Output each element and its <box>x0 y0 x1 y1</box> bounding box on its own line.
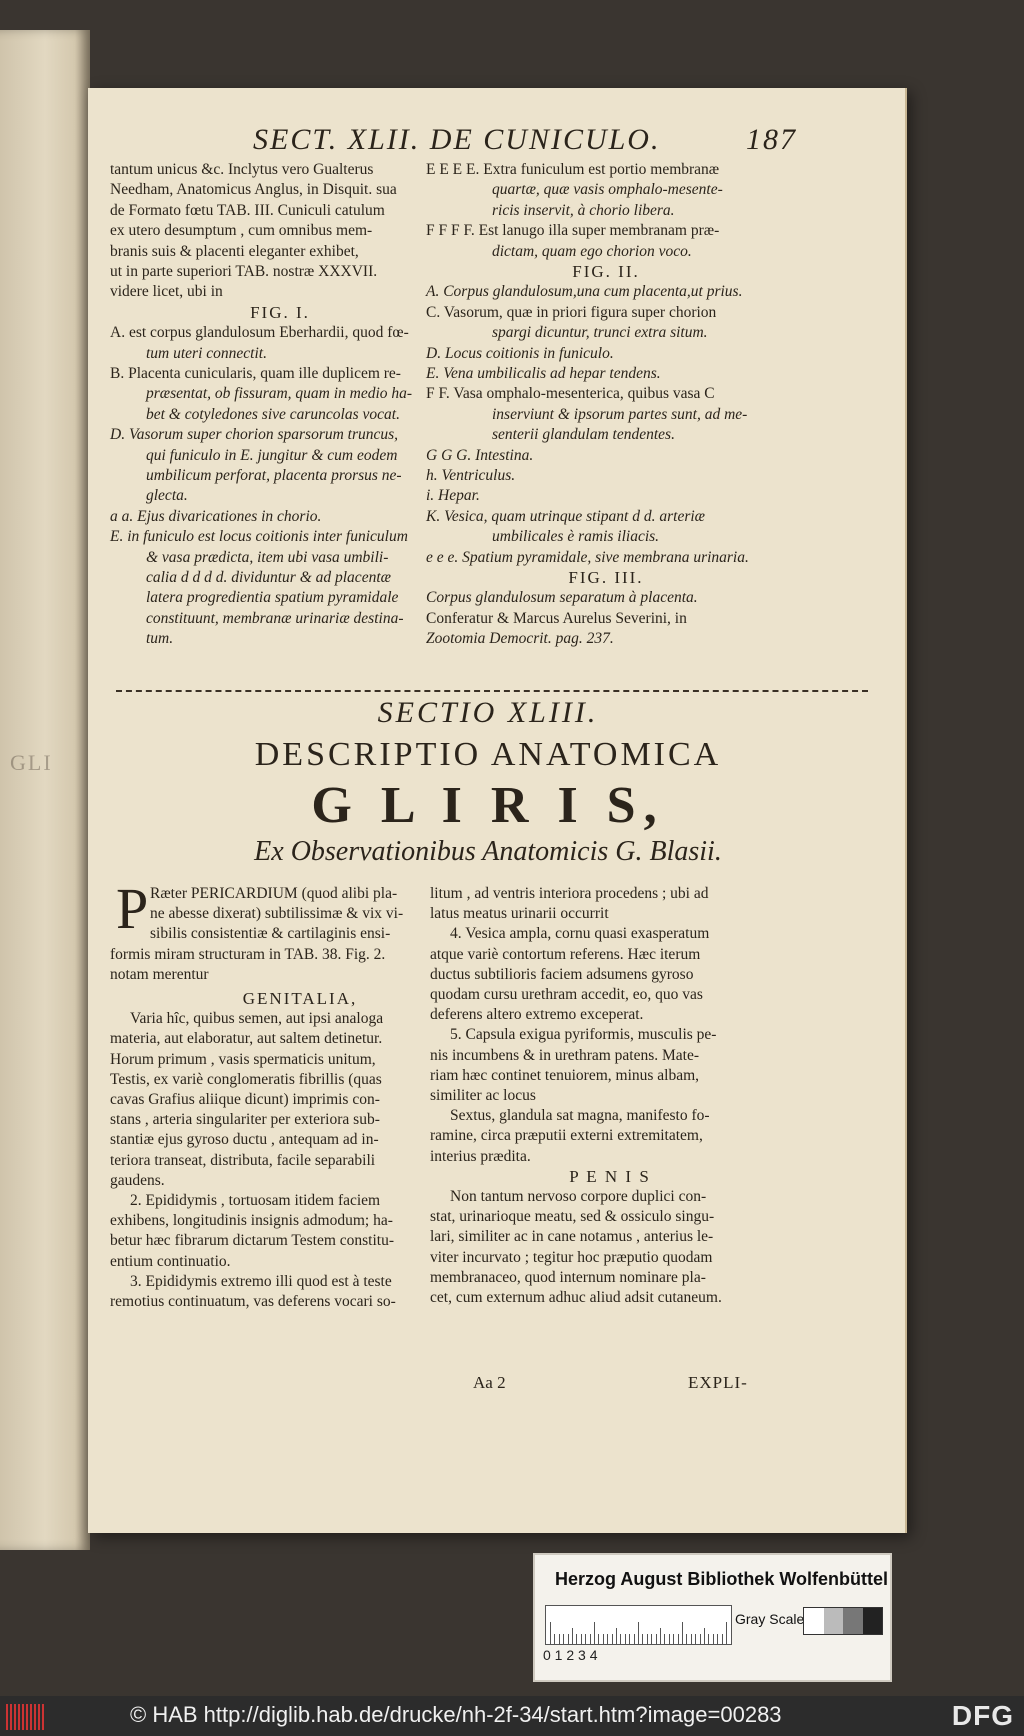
text-line: formis miram structuram in TAB. 38. Fig. 2. <box>110 945 386 963</box>
ruler-tick <box>656 1634 657 1644</box>
ruler-tick <box>554 1634 555 1644</box>
text-line: spargi dicuntur, trunci extra situm. <box>492 324 708 342</box>
text-line: riam hæc continet tenuiorem, minus albam, <box>430 1066 700 1084</box>
section-subject: G L I R I S, <box>311 777 665 834</box>
text-line: bet & cotyledones sive caruncolas vocat. <box>146 405 400 423</box>
ruler-tick <box>607 1634 608 1644</box>
ruler-tick <box>581 1634 582 1644</box>
text-line: P E N I S <box>569 1166 651 1186</box>
ghost-text: GLI <box>10 750 53 775</box>
text-line: tantum unicus &c. Inclytus vero Gualterus <box>110 161 374 178</box>
text-line: deferens altero extremo exceperat. <box>430 1006 644 1024</box>
ruler-tick <box>598 1634 599 1644</box>
text-line: branis suis & placenti eleganter exhibet, <box>110 242 359 260</box>
text-line: exhibens, longitudinis insignis admodum; ha- <box>110 1212 393 1230</box>
ruler-tick <box>678 1634 679 1644</box>
text-line: quodam cursu urethram accedit, eo, quo vas <box>430 986 703 1003</box>
ruler-tick <box>700 1634 701 1644</box>
ruler-tick <box>726 1622 727 1644</box>
text-line: i. Hepar. <box>426 487 480 505</box>
ruler-scale <box>545 1605 732 1645</box>
text-line: atque variè contortum referens. Hæc iterum <box>430 945 701 963</box>
ruler-tick <box>625 1634 626 1644</box>
text-line: ex utero desumptum , cum omnibus mem- <box>110 222 373 240</box>
text-line: ut in parte superiori TAB. nostræ XXXVII. <box>110 263 378 280</box>
ruler-tick <box>664 1634 665 1644</box>
text-line: cavas Grafius aliique dicunt) imprimis con- <box>110 1091 380 1108</box>
ruler-tick <box>612 1634 613 1644</box>
text-line: ricis inservit, à chorio libera. <box>492 201 675 219</box>
text-line: notam merentur <box>110 965 209 983</box>
ruler-tick <box>642 1634 643 1644</box>
text-line: viter incurvato ; tegitur hoc præputio quodam <box>430 1248 713 1266</box>
drop-cap: P <box>116 876 149 941</box>
text-line: interius prædita. <box>430 1147 531 1165</box>
catchword: EXPLI- <box>688 1373 748 1392</box>
ruler-tick <box>691 1634 692 1644</box>
ruler-tick <box>695 1634 696 1644</box>
text-line: FIG. II. <box>572 262 640 281</box>
text-line: GENITALIA, <box>242 989 358 1008</box>
text-line: senterii glandulam tendentes. <box>492 426 675 444</box>
running-title: SECT. XLII. DE CUNICULO. <box>253 123 661 156</box>
library-name: Herzog August Bibliothek Wolfenbüttel <box>555 1569 888 1589</box>
text-line: 2. Epididymis , tortuosam itidem faciem <box>130 1192 381 1209</box>
library-card <box>535 1555 890 1680</box>
ruler-tick <box>660 1628 661 1644</box>
text-line: Zootomia Democrit. pag. 237. <box>426 630 614 648</box>
text-line: 3. Epididymis extremo illi quod est à teste <box>130 1272 392 1290</box>
ruler-tick <box>590 1634 591 1644</box>
text-line: 4. Vesica ampla, cornu quasi exasperatum <box>450 925 710 943</box>
section-number: SECTIO XLIII. <box>377 696 599 729</box>
text-line: membranaceo, quod internum nominare pla- <box>430 1268 706 1286</box>
barcode-icon <box>6 1704 46 1730</box>
text-line: teriora transeat, distributa, facile separabili <box>110 1151 376 1169</box>
ruler-tick <box>708 1634 709 1644</box>
text-line: stans , arteria singulariter per exteriora sub- <box>110 1111 380 1129</box>
ruler-tick <box>651 1634 652 1644</box>
gray-scale-label: Gray Scale <box>735 1611 805 1627</box>
text-line: latus meatus urinarii occurrit <box>430 905 609 923</box>
ruler-tick <box>603 1634 604 1644</box>
text-line: & vasa prædicta, item ubi vasa umbili- <box>146 548 389 566</box>
text-line: D. Locus coitionis in funiculo. <box>426 344 614 362</box>
text-line: præsentat, ob fissuram, quam in medio ha- <box>146 385 413 403</box>
ruler-tick <box>704 1628 705 1644</box>
ruler-tick <box>686 1634 687 1644</box>
ruler-tick <box>585 1634 586 1644</box>
ruler-tick <box>722 1634 723 1644</box>
dfg-logo: DFG <box>951 1700 1014 1731</box>
text-line: constituunt, membranæ urinariæ destina- <box>146 609 404 627</box>
text-line: similiter ac locus <box>430 1087 536 1104</box>
previous-page-edge <box>0 30 90 1550</box>
ruler-tick <box>559 1634 560 1644</box>
text-line: D. Vasorum super chorion sparsorum truncus, <box>110 426 399 444</box>
text-line: betur hæc fibrarum dictarum Testem constitu- <box>110 1232 395 1250</box>
text-line: glecta. <box>146 487 188 505</box>
text-line: tum. <box>146 630 174 648</box>
text-line: A. Corpus glandulosum,una cum placenta,ut prius. <box>426 283 743 301</box>
text-line: ductus subtilioris faciem adsumens gyroso <box>430 965 694 983</box>
text-line: ramine, circa præputii externi extremitatem, <box>430 1127 703 1145</box>
text-line: h. Ventriculus. <box>426 467 516 484</box>
section-divider <box>116 690 868 692</box>
text-line: nis incumbens & in urethram patens. Mate- <box>430 1046 700 1064</box>
text-line: 5. Capsula exigua pyriformis, musculis pe- <box>450 1026 717 1044</box>
text-line: K. Vesica, quam utrinque stipant d d. arteriæ <box>426 507 705 525</box>
signature-mark: Aa 2 <box>473 1373 506 1392</box>
ruler-tick <box>563 1634 564 1644</box>
text-line: quartæ, quæ vasis omphalo-mesente- <box>492 181 723 199</box>
ruler-tick <box>572 1628 573 1644</box>
ruler-tick <box>717 1634 718 1644</box>
text-line: de Formato fœtu TAB. III. Cuniculi catulum <box>110 201 385 219</box>
text-line: FIG. I. <box>250 302 310 322</box>
ruler-tick <box>550 1622 551 1644</box>
text-line: inserviunt & ipsorum partes sunt, ad me- <box>492 405 748 423</box>
book-page <box>88 88 905 1533</box>
text-line: F F. Vasa omphalo-mesenterica, quibus vasa C <box>426 385 715 403</box>
text-line: a a. Ejus divaricationes in chorio. <box>110 507 322 525</box>
ruler-numbers: 0 1 2 3 4 <box>543 1647 598 1663</box>
gray-scale-swatch <box>803 1607 883 1635</box>
ruler-tick <box>594 1622 595 1644</box>
text-line: Corpus glandulosum separatum à placenta. <box>426 589 698 607</box>
footer-bar <box>0 1696 1024 1736</box>
text-line: lari, similiter ac in cane notamus , anterius le- <box>430 1228 714 1246</box>
ruler-tick <box>616 1628 617 1644</box>
ruler-tick <box>713 1634 714 1644</box>
ruler-tick <box>647 1634 648 1644</box>
text-line: E. Vena umbilicalis ad hepar tendens. <box>426 365 661 382</box>
ruler-tick <box>638 1622 639 1644</box>
text-line: videre licet, ubi in <box>110 283 223 301</box>
text-line: Testis, ex variè conglomeratis fibrillis (quas <box>110 1070 382 1088</box>
text-line: gaudens. <box>110 1171 165 1189</box>
ruler-tick <box>568 1634 569 1644</box>
text-line: C. Vasorum, quæ in priori figura super chorion <box>426 303 717 321</box>
text-line: qui funiculo in E. jungitur & cum eodem <box>146 446 398 464</box>
ruler-tick <box>634 1634 635 1644</box>
text-line: stat, urinarioque meatu, sed & ossiculo singu- <box>430 1208 715 1226</box>
text-line: Conferatur & Marcus Aurelus Severini, in <box>426 609 687 627</box>
text-line: G G G. Intestina. <box>426 446 534 464</box>
text-line: umbilicales è ramis iliacis. <box>492 528 660 546</box>
ruler-tick <box>629 1634 630 1644</box>
copyright-link[interactable]: © HAB http://diglib.hab.de/drucke/nh-2f-34/start.htm?image=00283 <box>130 1702 782 1727</box>
text-line: Ræter PERICARDIUM (quod alibi pla- <box>150 885 398 902</box>
ruler-tick <box>682 1622 683 1644</box>
text-line: FIG. III. <box>568 568 644 587</box>
text-line: remotius continuatum, vas deferens vocari so- <box>110 1293 396 1310</box>
text-line: A. est corpus glandulosum Eberhardii, quod fœ- <box>110 324 409 342</box>
text-line: E E E E. Extra funiculum est portio membranæ <box>426 161 720 178</box>
ruler-tick <box>673 1634 674 1644</box>
text-line: calia d d d d. dividuntur & ad placentæ <box>146 569 391 586</box>
ruler-tick <box>576 1634 577 1644</box>
text-line: latera progredientia spatium pyramidale <box>146 589 399 607</box>
ruler-tick <box>620 1634 621 1644</box>
text-line: B. Placenta cunicularis, quam ille duplicem re- <box>110 365 401 382</box>
text-line: e e e. Spatium pyramidale, sive membrana urinaria. <box>426 548 749 566</box>
text-line: stantiæ ejus gyroso ductu , antequam ad in- <box>110 1131 379 1149</box>
text-line: Needham, Anatomicus Anglus, in Disquit. sua <box>110 181 397 199</box>
text-line: tum uteri connectit. <box>146 344 267 362</box>
text-line: Varia hîc, quibus semen, aut ipsi analoga <box>130 1010 384 1028</box>
text-line: Sextus, glandula sat magna, manifesto fo- <box>450 1107 710 1125</box>
text-line: litum , ad ventris interiora procedens ; ubi ad <box>430 885 709 902</box>
section-title: DESCRIPTIO ANATOMICA <box>254 736 722 773</box>
ruler-tick <box>669 1634 670 1644</box>
text-line: cet, cum externum adhuc aliud adsit cutaneum. <box>430 1289 722 1306</box>
text-line: Non tantum nervoso corpore duplici con- <box>450 1188 707 1205</box>
text-line: dictam, quam ego chorion voco. <box>492 242 692 260</box>
text-line: entium continuatio. <box>110 1252 231 1270</box>
text-line: materia, aut elaboratur, aut saltem detinetur. <box>110 1030 383 1048</box>
text-line: F F F F. Est lanugo illa super membranam præ- <box>426 222 720 240</box>
text-line: E. in funiculo est locus coitionis inter funiculum <box>110 528 408 546</box>
section-source: Ex Observationibus Anatomicis G. Blasii. <box>254 836 722 867</box>
text-line: sibilis consistentiæ & cartilaginis ensi- <box>150 925 391 943</box>
page-number: 187 <box>746 123 797 156</box>
text-line: umbilicum perforat, placenta prorsus ne- <box>146 467 402 484</box>
text-line: Horum primum , vasis spermaticis unitum, <box>110 1050 376 1068</box>
text-line: ne abesse dixerat) subtilissimæ & vix vi- <box>150 905 404 923</box>
